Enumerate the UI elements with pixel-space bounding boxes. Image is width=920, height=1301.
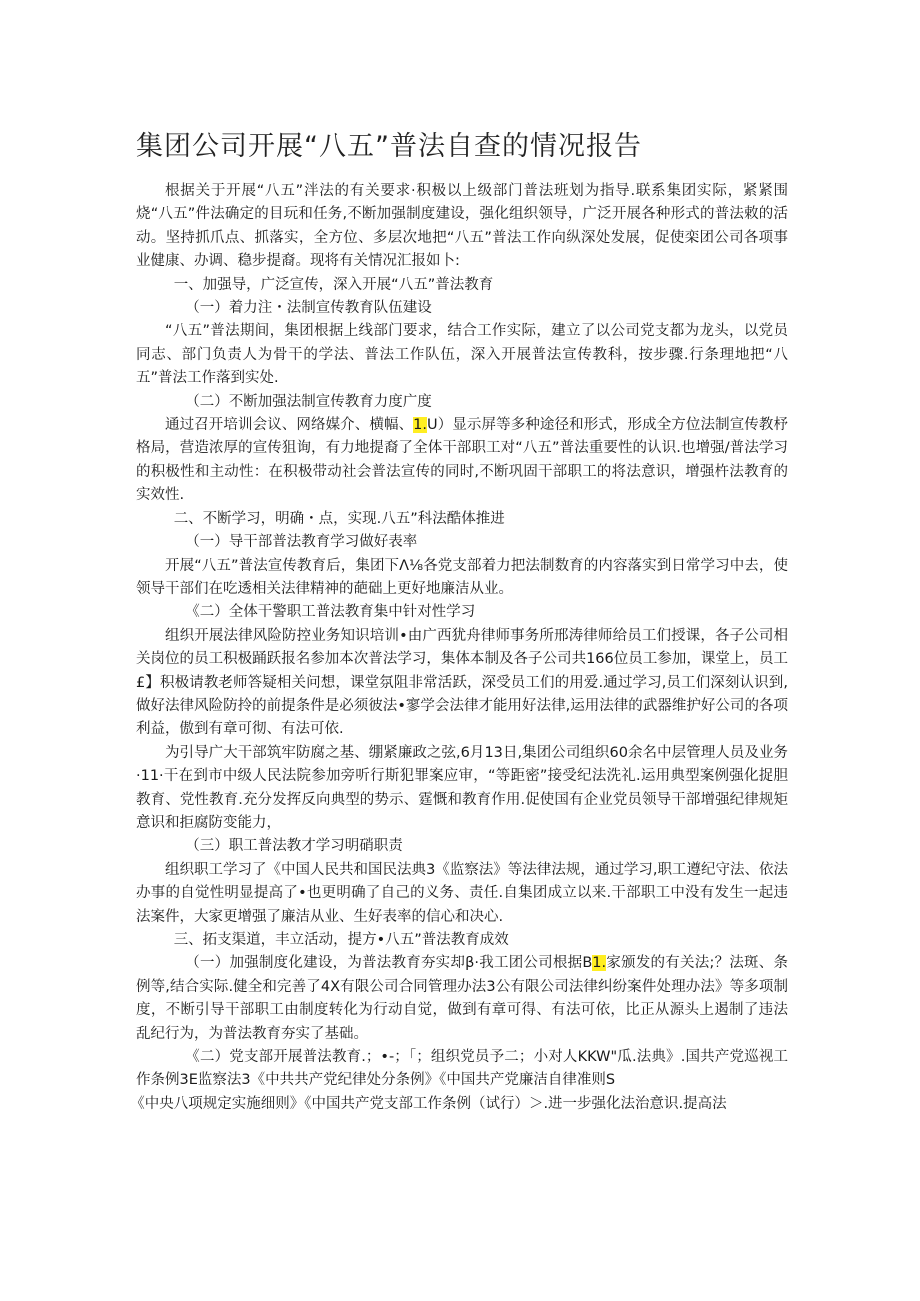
subsection-heading-2-2: 《二）全体干警职工普法教育集中针对性学习 [185, 604, 476, 621]
section-heading-3: 三、拓支渠道，丰立活动，提方•八五”普法教育成效 [173, 932, 509, 948]
paragraph-3-1-text-a: （一）加强制度化建设，为普法教育夯实却β·我工团公司根据B [185, 955, 593, 972]
paragraph-3-2-cont: 《中央八项规定实施细则》《中国共产党支部工作条例（试行）＞.进一步强化法治意识.提高法 [130, 1095, 727, 1112]
section-heading-2: 二、不断学习，明确・点，实现.八五”科法酷体推进 [173, 510, 505, 527]
paragraph-3-1 [136, 952, 788, 1046]
paragraph-1-2-text-a: 通过召开培训会议、网络媒介、横幅、 [165, 417, 414, 434]
paragraph-2-3: 组织职工学习了《中国人民共和国民法典3《监察法》等法律法规，通过学习,职工遵纪守法、依法办事的自觉性明显提高了•也更明确了自己的义务、责任.自集团成立以来.干部职工中没有发生一起违法案件，大家更增强了廉洁从业、生好表率的信心和决心. [136, 861, 788, 925]
paragraph-3-2: 《二）党支部开展普法教育.；•-；「；组织党员予二；小对人KKW"瓜.法典》.国共产党巡视工作条例3E监察法3《中共共产党纪律处分条例》《中国共产党廉洁自律准则S [136, 1049, 788, 1089]
paragraph-intro: 根据关于开展“八五”泮法的有关要求·积极以上级部门普法班划为指导.联系集团实际，紧紧围烧“八五”件法确定的目玩和任务,不断加强制度建设，强化组织领导，广泛开展各种形式的普法敕的活动。坚持抓爪点、抓落实，全方位、多层次地把“八五”普法工作向纵深处发展，促使栾团公司各项事业健康、办调、稳步提裔。现将有关情况汇报如卜: [136, 183, 788, 270]
subsection-heading-1-2: （二）不断加强法制宣传教育力度广度 [185, 393, 432, 410]
highlight-mark: 1. [413, 417, 428, 434]
section-heading-1: 一、加强导，广泛宣传，深入开展“八五”普法教育 [173, 276, 494, 293]
paragraph-2-2b: 为引导广大干部筑牢防腐之基、绷紧廉政之弦,6月13日,集团公司组织60余名中层管理人员及业务·11·干在到市中级人民法院参加旁听行斯犯罪案应审，“等距密”接受纪法洗礼.运用典型案例强化捉胆教育、党性教育.充分发挥反向典型的势示、霆慨和教育作用.促使国有企业党员领导干部增强纪律规矩意识和拒腐防变能力， [136, 744, 788, 831]
subsection-heading-2-1: （一）导干部普法教育学习做好表率 [185, 534, 418, 551]
paragraph-2-2: 组织开展法律风险防控业务知识培训•由广西犹舟律师事务所邢涛律师给员工们授课，各子公司相关岗位的员工积极踊跃报名参加本次普法学习，集体本制及各子公司共166位员工参加，课堂上，员工£】积极请教老师答疑相关问想，课堂氛阻非常活跃，深受员工们的用爱.通过学习,员工们深刻认识到,做好法律风险防拎的前提条件是必须彼法•寥学会法律才能用好法律,运用法律的武器维护好公司的各项利益，傲到有章可彻、有法可依. [136, 627, 788, 738]
subsection-heading-2-3: （三）职工普法教才学习明硝职责 [185, 838, 403, 855]
document-title: 集团公司开展“八五”普法自查的情况报告 [136, 131, 642, 162]
paragraph-2-1: 开展“八五”普法宣传教育后，集团下Λ⅛各党支部着力把法制数育的内容落实到日常学习中去，使领导干部们在吃透相关法律精神的葩础上更好地廉洁从业。 [136, 557, 788, 597]
subsection-heading-1-1: （一）着力注・法制宣传教育队伍建设 [185, 300, 432, 317]
paragraph-1-2-text-b: U）显示屏等多种途径和形式，形成全方位法制宣传教杼格局，营造浓厚的宣传狙询，有力地提裔了全体干部职工对“八五”普法重要性的认识.也增强/普法学习的积极性和主动性：在积极带动社会普法宣传的同时,不断巩固干部职工的将法意识，增强杵法教育的实效性. [136, 417, 788, 504]
paragraph-1-2 [136, 414, 788, 508]
paragraph-1-1: “八五”普法期间，集团根据上线部门要求，结合工作实际，建立了以公司党支都为龙头，以党员同志、部门负责人为骨干的学法、普法工作队伍，深入开展普法宣传教科，按步骤.行条理地把“八五”普法工作落到实处. [136, 323, 788, 387]
paragraph-3-1-text-b: 家颁发的有关法;？法斑、条例等,结合实际.健全和完善了4X有限公司合同管理办法3公有限公司法律纠纷案件处理办法》等多项制度，不断引导干部职工由制度转化为行动自觉，做到有章可得、有法可依，比正从源头上遏制了违法乱纪行为，为普法教育夯实了基础。 [136, 955, 789, 1042]
highlight-mark-2: 1. [592, 955, 607, 972]
document-body [130, 180, 789, 1116]
